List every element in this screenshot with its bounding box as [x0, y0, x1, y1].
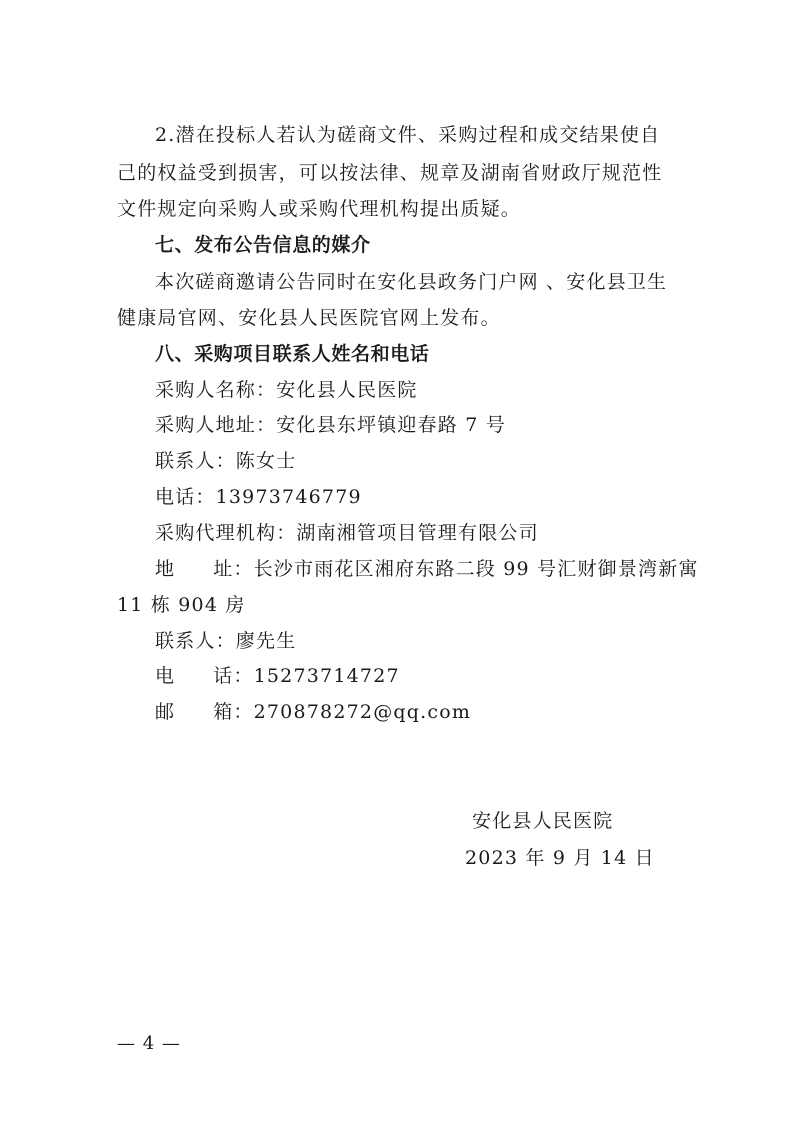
agency-phone: [155, 663, 400, 689]
objection-line-2: 己的权益受到损害，可以按法律、规章及湖南省财政厅规范性: [117, 162, 663, 184]
agency-address: [155, 556, 699, 582]
signature-date: 2023 年 9 月 14 日: [465, 847, 655, 869]
agency-phone-label-a: 电: [155, 665, 176, 687]
purchaser-contact: 联系人：陈女士: [155, 450, 297, 472]
agency-name: 采购代理机构：湖南湘管项目管理有限公司: [155, 522, 539, 544]
agency-contact: 联系人：廖先生: [155, 630, 297, 652]
page-number: — 4 —: [117, 1033, 181, 1054]
agency-email-label-a: 邮: [155, 701, 176, 723]
section8-heading: 八、采购项目联系人姓名和电话: [155, 343, 430, 365]
purchaser-phone: 电话：13973746779: [155, 486, 362, 508]
section7-line-1: 本次磋商邀请公告同时在安化县政务门户网 、安化县卫生: [155, 271, 668, 293]
signature-org: 安化县人民医院: [472, 810, 614, 832]
agency-email-text: 箱：270878272@qq.com: [213, 701, 472, 723]
section7-heading: 七、发布公告信息的媒介: [155, 234, 371, 256]
objection-line-3: 文件规定向采购人或采购代理机构提出质疑。: [117, 198, 522, 220]
purchaser-name: 采购人名称：安化县人民医院: [155, 379, 418, 401]
purchaser-address: 采购人地址：安化县东坪镇迎春路 7 号: [155, 414, 506, 436]
agency-phone-text: 话：15273714727: [213, 665, 400, 687]
agency-email: [155, 699, 471, 725]
section7-line-2: 健康局官网、安化县人民医院官网上发布。: [117, 307, 501, 329]
agency-address-cont: 11 栋 904 房: [117, 594, 246, 616]
objection-line-1: 2.潜在投标人若认为磋商文件、采购过程和成交结果使自: [155, 124, 661, 146]
agency-address-label-a: 地: [155, 558, 176, 580]
agency-address-text: 址：长沙市雨花区湘府东路二段 99 号汇财御景湾新寓: [213, 558, 699, 580]
